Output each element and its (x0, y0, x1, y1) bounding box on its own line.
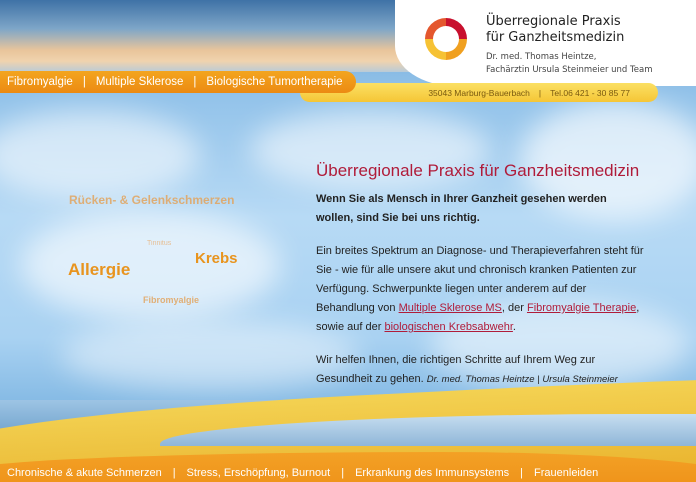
intro-text: Ein breites Spektrum an Diagnose- und Therapieverfahren steht für Sie - wie für alle unsere akut und chronisch kranken Patienten zur Verfügung. Schwerpunkte liegen unter anderem auf der Behandlung von (316, 245, 644, 314)
nav-item-frauenleiden[interactable]: Frauenleiden (534, 467, 599, 479)
top-navigation (0, 71, 356, 93)
intro-paragraph (316, 242, 646, 337)
word-cloud-term: Rücken- & Gelenkschmerzen (69, 193, 235, 207)
separator: | (341, 467, 345, 479)
intro-text: . (512, 321, 516, 333)
closing-text: Wir helfen Ihnen, die richtigen Schritte auf Ihrem Weg zur Gesundheit zu gehen. (316, 354, 596, 385)
separator: | (82, 76, 86, 88)
brand-title-line1: Überregionale Praxis (486, 14, 621, 29)
brand-subtitle (486, 51, 691, 77)
bottom-navigation (7, 466, 598, 480)
word-cloud-term: Tinnitus (147, 240, 172, 247)
brand-subtitle-line2: Fachärztin Ursula Steinmeier und Team (486, 65, 653, 75)
lead-text: Wenn Sie als Mensch in Ihrer Ganzheit gesehen werden wollen, sind Sie bei uns richtig. (316, 193, 607, 224)
word-cloud-term: Allergie (68, 260, 131, 279)
separator: | (193, 76, 197, 88)
brand-subtitle-line1: Dr. med. Thomas Heintze, (486, 52, 597, 62)
brand-title-line2: für Ganzheitsmedizin (486, 30, 625, 45)
header-sunset-photo (0, 0, 440, 72)
signature: Dr. med. Thomas Heintze | Ursula Steinmeier (426, 374, 618, 385)
nav-item-tumortherapie[interactable]: Biologische Tumortherapie (206, 76, 343, 88)
main-content (316, 160, 646, 403)
separator: | (520, 467, 524, 479)
link-krebsabwehr[interactable]: biologischen Krebsabwehr (384, 321, 513, 333)
intro-text: , der (501, 302, 527, 314)
nav-item-burnout[interactable]: Stress, Erschöpfung, Burnout (186, 467, 331, 479)
separator: | (172, 467, 176, 479)
nav-item-schmerzen[interactable]: Chronische & akute Schmerzen (7, 467, 162, 479)
contact-address: 35043 Marburg-Bauerbach (428, 87, 530, 98)
word-cloud-term: Fibromyalgie (143, 295, 200, 305)
intro-text: , sowie auf der (316, 302, 640, 333)
link-multiple-sklerose[interactable]: Multiple Sklerose MS (398, 302, 502, 314)
contact-phone[interactable]: Tel.06 421 - 30 85 77 (550, 87, 630, 98)
practice-logo-icon[interactable] (421, 14, 471, 64)
brand-title (486, 14, 691, 46)
word-cloud-term: Krebs (195, 250, 238, 267)
nav-item-multiple-sklerose[interactable]: Multiple Sklerose (95, 76, 184, 88)
page-title: Überregionale Praxis für Ganzheitsmedizin (316, 161, 640, 180)
nav-item-immunsystem[interactable]: Erkrankung des Immunsystems (355, 467, 510, 479)
link-fibromyalgie-therapie[interactable]: Fibromyalgie Therapie (526, 302, 637, 314)
sky-cloud (0, 110, 200, 200)
separator: | (538, 87, 542, 98)
sky-cloud (60, 320, 360, 390)
nav-item-fibromyalgie[interactable]: Fibromyalgie (7, 76, 73, 88)
